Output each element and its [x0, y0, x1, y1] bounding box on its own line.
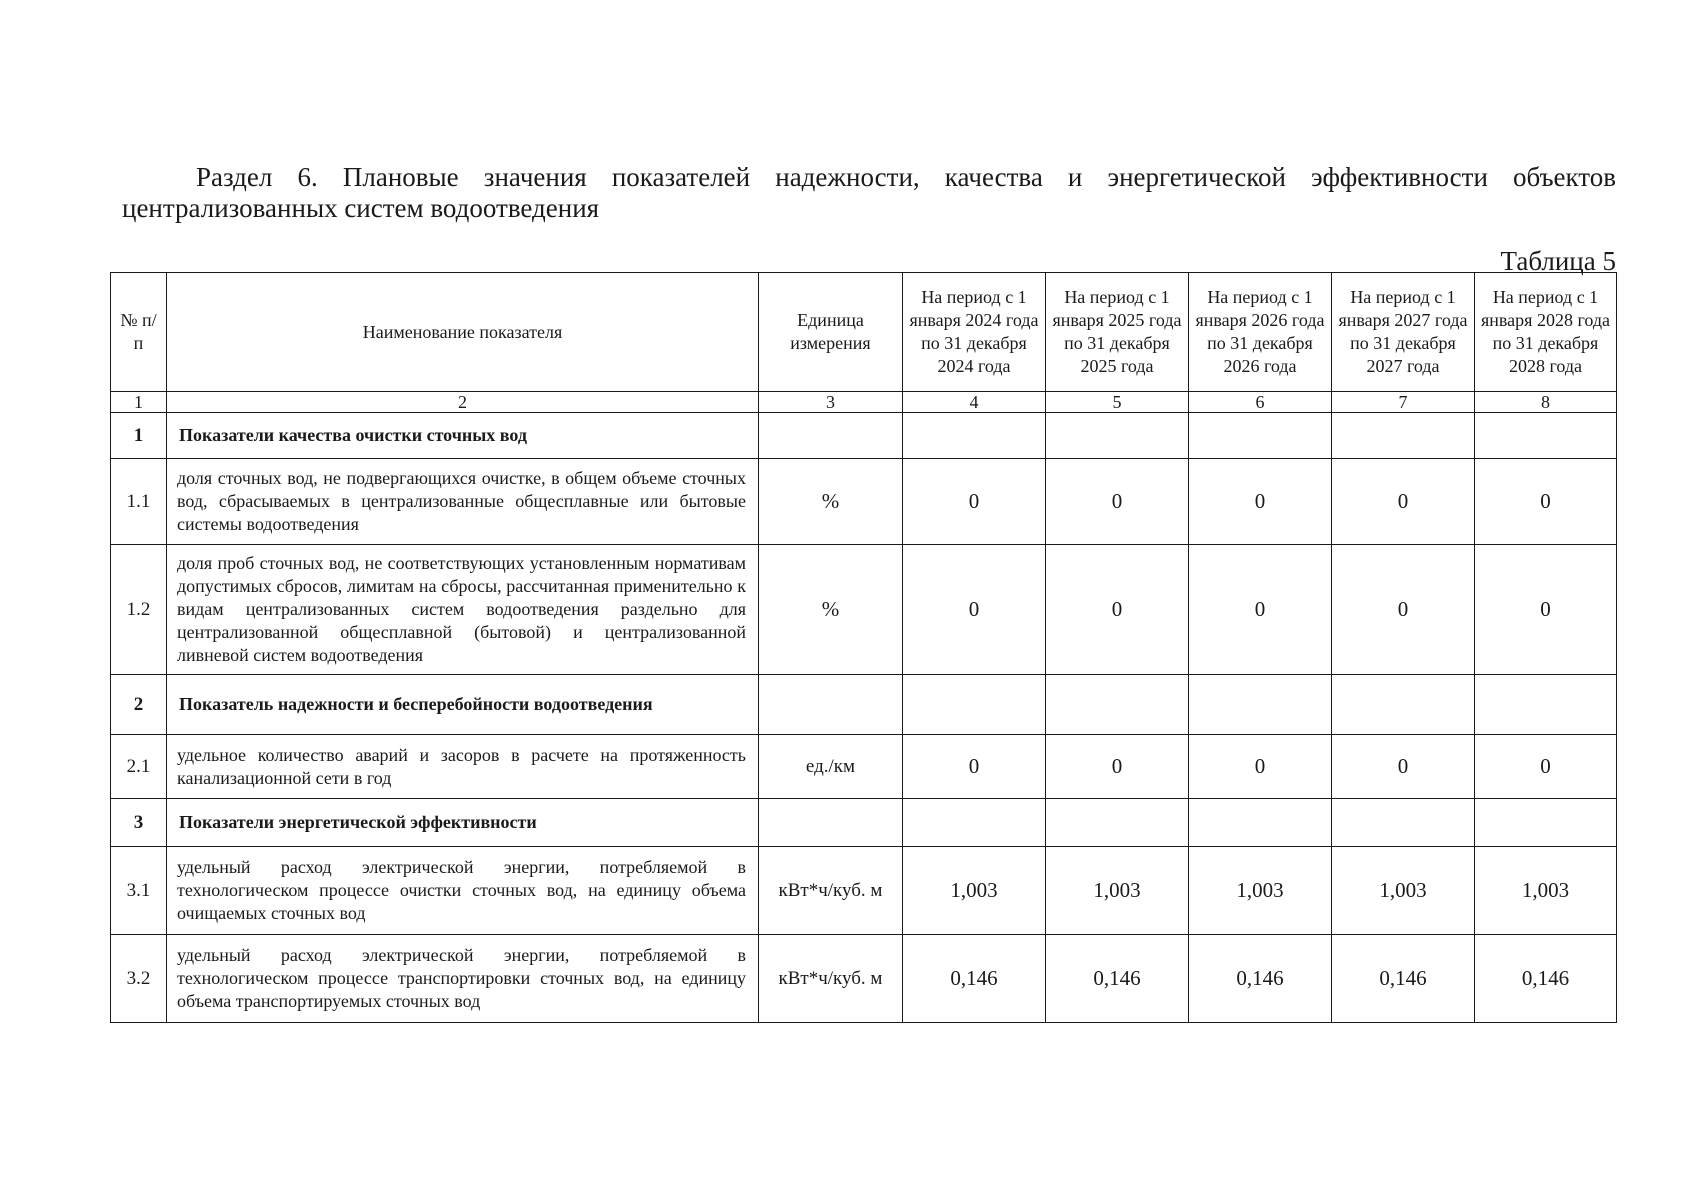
unit: % [759, 545, 903, 675]
column-number: 3 [759, 392, 903, 413]
unit: кВт*ч/куб. м [759, 935, 903, 1023]
value-2025: 1,003 [1046, 847, 1189, 935]
header-period-2024: На период с 1 января 2024 года по 31 декабря 2024 года [903, 273, 1046, 392]
column-number: 8 [1475, 392, 1617, 413]
column-number: 4 [903, 392, 1046, 413]
indicator-name: доля сточных вод, не подвергающихся очистке, в общем объеме сточных вод, сбрасываемых в централизованные общесплавные или бытовые системы водоотведения [167, 459, 759, 545]
column-number: 2 [167, 392, 759, 413]
value-2027: 1,003 [1332, 847, 1475, 935]
row-num: 1.1 [111, 459, 167, 545]
value-2028: 0 [1475, 735, 1617, 799]
header-num: № п/п [111, 273, 167, 392]
header-period-2028: На период с 1 января 2028 года по 31 декабря 2028 года [1475, 273, 1617, 392]
section-heading-line-2: централизованных систем водоотведения [122, 193, 600, 223]
indicator-name: удельный расход электрической энергии, потребляемой в технологическом процессе транспортировки сточных вод, на единицу объема транспортируемых сточных вод [167, 935, 759, 1023]
value-2026: 0,146 [1189, 935, 1332, 1023]
value-2026: 0 [1189, 735, 1332, 799]
section-name: Показатели качества очистки сточных вод [167, 413, 759, 459]
header-period-2026: На период с 1 января 2026 года по 31 декабря 2026 года [1189, 273, 1332, 392]
column-number: 1 [111, 392, 167, 413]
row-num: 1.2 [111, 545, 167, 675]
row-num: 1 [111, 413, 167, 459]
header-unit: Единица измерения [759, 273, 903, 392]
section-name: Показатели энергетической эффективности [167, 799, 759, 847]
row-num: 3.2 [111, 935, 167, 1023]
value-2024: 0 [903, 545, 1046, 675]
column-number: 7 [1332, 392, 1475, 413]
column-number: 6 [1189, 392, 1332, 413]
value-2028: 0 [1475, 545, 1617, 675]
value-2026: 0 [1189, 459, 1332, 545]
value-2028: 1,003 [1475, 847, 1617, 935]
table-row [111, 545, 1617, 675]
value-2027: 0,146 [1332, 935, 1475, 1023]
row-num: 3 [111, 799, 167, 847]
row-num: 3.1 [111, 847, 167, 935]
row-num: 2 [111, 675, 167, 735]
value-2025: 0,146 [1046, 935, 1189, 1023]
header-period-2027: На период с 1 января 2027 года по 31 декабря 2027 года [1332, 273, 1475, 392]
section-row [111, 413, 1617, 459]
section-row [111, 675, 1617, 735]
value-2027: 0 [1332, 735, 1475, 799]
row-num: 2.1 [111, 735, 167, 799]
table-row [111, 735, 1617, 799]
indicator-name: удельное количество аварий и засоров в расчете на протяженность канализационной сети в год [167, 735, 759, 799]
column-number: 5 [1046, 392, 1189, 413]
table-row [111, 459, 1617, 545]
value-2024: 1,003 [903, 847, 1046, 935]
indicator-name: доля проб сточных вод, не соответствующих установленным нормативам допустимых сбросов, лимитам на сбросы, рассчитанная применительно к видам централизованных систем водоотведения раздельно для централизованной общесплавной (бытовой) и централизованной ливневой систем водоотведения [167, 545, 759, 675]
value-2024: 0,146 [903, 935, 1046, 1023]
header-name: Наименование показателя [167, 273, 759, 392]
unit: % [759, 459, 903, 545]
unit: кВт*ч/куб. м [759, 847, 903, 935]
indicator-name: удельный расход электрической энергии, потребляемой в технологическом процессе очистки сточных вод, на единицу объема очищаемых сточных вод [167, 847, 759, 935]
unit: ед./км [759, 735, 903, 799]
header-row [111, 273, 1617, 392]
section-row [111, 799, 1617, 847]
value-2024: 0 [903, 735, 1046, 799]
section-name: Показатель надежности и бесперебойности водоотведения [167, 675, 759, 735]
section-heading-line-1: Раздел 6. Плановые значения показателей надежности, качества и энергетической эффективности объектов [196, 162, 1616, 192]
value-2026: 0 [1189, 545, 1332, 675]
column-number-row [111, 392, 1617, 413]
value-2024: 0 [903, 459, 1046, 545]
value-2025: 0 [1046, 545, 1189, 675]
table-row [111, 935, 1617, 1023]
value-2027: 0 [1332, 459, 1475, 545]
section-heading [122, 162, 1616, 224]
indicators-table [110, 272, 1617, 1023]
value-2027: 0 [1332, 545, 1475, 675]
value-2025: 0 [1046, 735, 1189, 799]
value-2025: 0 [1046, 459, 1189, 545]
table-row [111, 847, 1617, 935]
table-caption: Таблица 5 [1500, 246, 1616, 276]
value-2028: 0,146 [1475, 935, 1617, 1023]
header-period-2025: На период с 1 января 2025 года по 31 декабря 2025 года [1046, 273, 1189, 392]
value-2026: 1,003 [1189, 847, 1332, 935]
value-2028: 0 [1475, 459, 1617, 545]
